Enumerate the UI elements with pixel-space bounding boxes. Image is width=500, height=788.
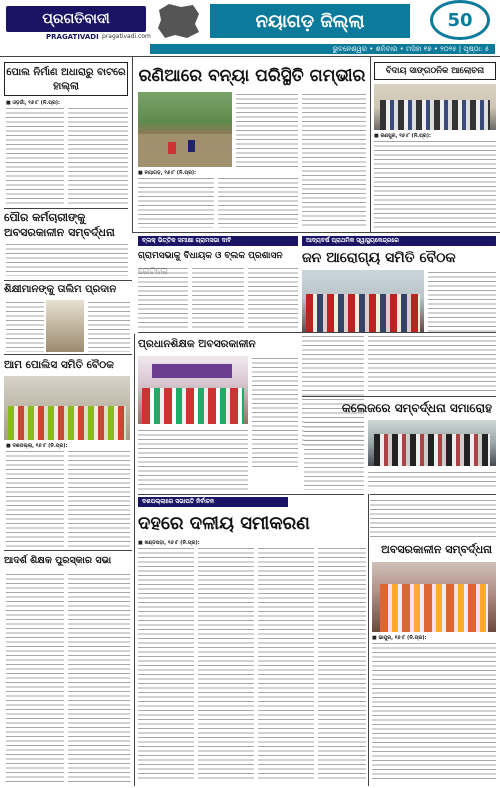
- story-headline-box: [138, 510, 364, 538]
- story-byline: ■ ରଣପୁର, ୧୬।୮ (ନି.ପ୍ର):: [374, 133, 431, 139]
- column-divider: [132, 57, 133, 232]
- story-body-text: [374, 139, 496, 229]
- story-body-text: [370, 498, 496, 538]
- story-headline-box: [138, 248, 298, 264]
- story-body-text: [6, 572, 64, 782]
- section-rule: [4, 550, 132, 551]
- section-rule: [138, 332, 496, 333]
- district-banner: ନୟାଗଡ଼ ଜିଲ୍ଲା: [210, 4, 410, 38]
- newspaper-logo: ପ୍ରଗତିବାଦୀ: [6, 6, 146, 32]
- dateline-bar: ଭୁବନେଶ୍ୱର • ଶନିବାର • ମସିହା ୧୭ • ୨୦୨୫ | ପୃଷ୍ଠା: ୫: [150, 44, 495, 54]
- story-headline-box: [4, 356, 132, 374]
- section-rule: [4, 208, 128, 209]
- story-body-text: [68, 572, 130, 782]
- story-body-text: [88, 300, 130, 352]
- story-byline: ■ ଖଣ୍ଡପଡ଼ା, ୧୬।୮ (ନି.ପ୍ର):: [138, 540, 200, 546]
- story-headline: କଲେଜରେ ସମ୍ବର୍ଦ୍ଧନା ସମାରୋହ: [341, 401, 492, 415]
- story-headline: ଅବସରକାଳୀନ ସମ୍ବର୍ଦ୍ଧନା: [381, 543, 492, 556]
- story-headline-box: [4, 210, 130, 240]
- story-kicker: ଦଶପଲ୍ଲାରେ ସଭାପତି ନିର୍ବାଚନ: [138, 497, 288, 507]
- felicitation-photo: [138, 356, 248, 424]
- training-photo: [46, 300, 84, 352]
- story-headline: ଜନ ଆରୋଗ୍ୟ ସମିତି ବୈଠକ: [302, 250, 456, 266]
- section-rule: [4, 354, 132, 355]
- column-divider: [368, 494, 369, 786]
- story-headline: ଦହରେ ଦଳୀୟ ସମୀକରଣ: [138, 513, 310, 534]
- story-body-text: [138, 428, 248, 490]
- section-rule: [370, 494, 496, 495]
- section-rule: [132, 232, 500, 233]
- top-rule: [0, 56, 500, 57]
- story-headline-box: [4, 62, 128, 96]
- college-photo: [368, 420, 496, 466]
- story-body-text: [6, 300, 44, 352]
- story-headline: ପୌର କର୍ମଚାରୀଙ୍କୁ ଅବସରକାଳୀନ ସମ୍ବର୍ଦ୍ଧନା: [4, 211, 115, 239]
- story-body-text: [318, 546, 366, 782]
- anniversary-emblem: 50: [430, 0, 490, 40]
- retirement-photo: [372, 562, 496, 632]
- story-body-text: [368, 334, 496, 394]
- story-headline-box: [370, 540, 496, 560]
- story-headline-box: [304, 398, 496, 418]
- column-divider: [370, 57, 371, 232]
- story-body-text: [304, 420, 364, 490]
- story-headline: ଗ୍ରାମସଭାକୁ ବିଧାୟକ ଓ ବ୍ଲକ ପ୍ରଶାସନ: [138, 251, 283, 261]
- story-headline: ବିଦାୟ ସାଙ୍ଗଠନିକ ଆଲୋଚନା: [385, 66, 485, 76]
- story-byline: ■ ଓଡ଼ଗାଁ, ୧୬।୮ (ନି.ପ୍ର):: [6, 100, 61, 106]
- column-divider: [134, 334, 135, 786]
- story-body-text: [198, 546, 254, 782]
- flood-photo: [138, 92, 232, 167]
- story-kicker: ଆଦ୍ୟବର୍ଷ ପ୍ରାଥମିକ ସ୍ୱାସ୍ଥ୍ୟକେନ୍ଦ୍ରରେ: [302, 236, 496, 246]
- story-body-text: [68, 449, 130, 547]
- story-body-text: [6, 242, 128, 276]
- story-body-text: [6, 449, 64, 547]
- story-body-text: [248, 266, 298, 328]
- story-headline-box: [4, 552, 134, 570]
- story-byline: ■ ଭାପୁର, ୧୬।୮ (ନି.ପ୍ର):: [372, 635, 427, 641]
- main-headline-box: [138, 62, 366, 90]
- story-headline: ଶିକ୍ଷୀମାନଙ୍କୁ ତାଲିମ ପ୍ରଦାନ: [4, 284, 117, 295]
- story-body-text: [68, 106, 128, 206]
- story-headline: ପୋଲ ନିର୍ମାଣ ଅଧାରାରୁ ବାଟରେ ହାଲ୍ଲା: [6, 67, 126, 92]
- police-meeting-photo: [4, 376, 130, 440]
- story-body-text: [6, 106, 64, 206]
- website-label: pragativadi.com: [102, 33, 151, 40]
- story-body-text: [368, 470, 496, 490]
- story-body-text: [428, 270, 496, 332]
- story-byline: ■ ନୟାଗଡ଼, ୧୬।୮ (ନି.ପ୍ର):: [138, 170, 197, 176]
- story-headline: ଆମ ପୋଲିସ ସମିତି ବୈଠକ: [4, 359, 114, 371]
- section-rule: [4, 280, 132, 281]
- story-headline-box: [302, 248, 496, 268]
- story-headline-box: [4, 282, 132, 298]
- story-body-text: [138, 266, 188, 328]
- story-headline: ଆଦର୍ଶ ଶିକ୍ଷକ ପୁରସ୍କାର ସଭା: [4, 555, 112, 566]
- section-rule: [302, 396, 496, 397]
- main-headline: ରଣିଆରେ ବନ୍ୟା ପରିସ୍ଥିତି ଗମ୍ଭୀର: [138, 66, 366, 86]
- story-body-text: [258, 546, 314, 782]
- story-body-text: [302, 92, 366, 228]
- story-body-text: [192, 266, 244, 328]
- district-map-icon: [155, 2, 201, 40]
- story-headline-box: [374, 62, 496, 80]
- story-body-text: [138, 176, 214, 228]
- logo-subtitle: PRAGATIVADI: [46, 33, 99, 41]
- story-byline: ■ ଦଶପଲ୍ଲା, ୧୬।୮ (ନି.ପ୍ର):: [6, 443, 68, 449]
- meeting-photo: [302, 270, 424, 332]
- story-body-text: [218, 176, 298, 228]
- section-rule: [138, 494, 364, 495]
- story-body-text: [236, 92, 298, 167]
- story-body-text: [138, 546, 194, 782]
- story-headline-box: [138, 334, 298, 354]
- story-body-text: [372, 641, 496, 781]
- story-kicker: ବ୍ଲକ୍ ଭିତ୍ତିକ ସମୀକ୍ଷା ଗ୍ରାମସଭା ଦାବି: [138, 236, 298, 246]
- group-photo: [374, 84, 496, 130]
- story-headline: ପ୍ରଧାନଶିକ୍ଷକ ଅବସରକାଳୀନ: [138, 338, 256, 350]
- story-body-text: [252, 356, 298, 468]
